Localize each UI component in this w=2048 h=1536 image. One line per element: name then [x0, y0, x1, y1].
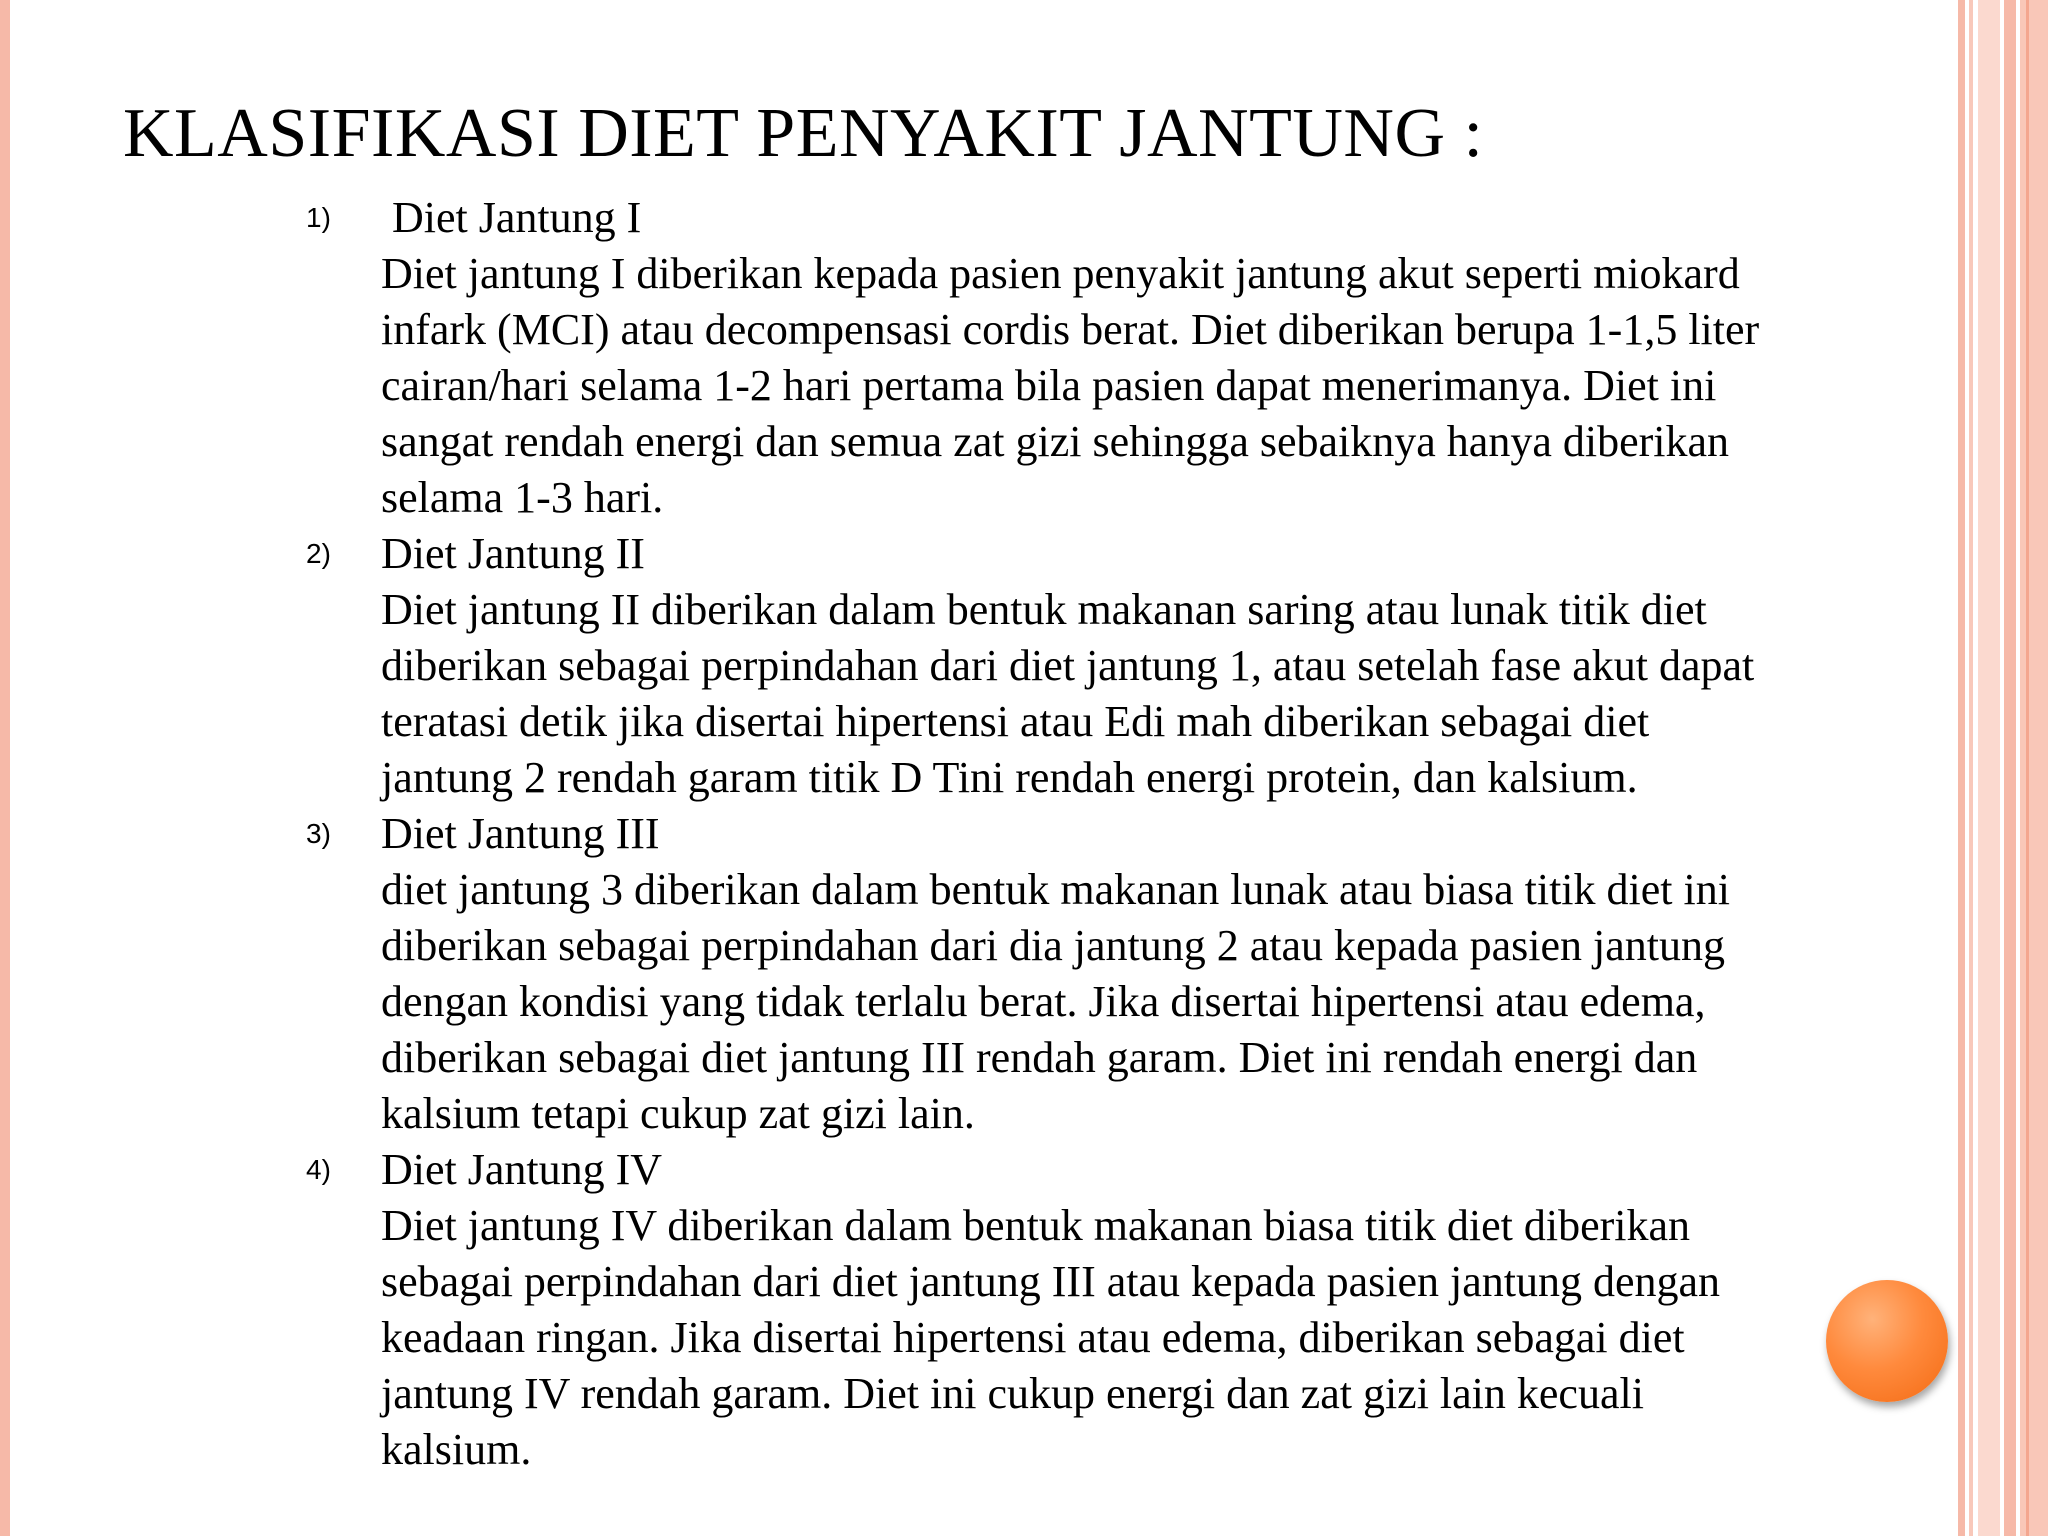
- description-line: Diet jantung IV diberikan dalam bentuk makanan biasa titik diet diberikan: [381, 1201, 1691, 1250]
- description-line: keadaan ringan. Jika disertai hipertensi atau edema, diberikan sebagai diet: [381, 1313, 1685, 1362]
- description-line: sebagai perpindahan dari diet jantung III atau kepada pasien jantung dengan: [381, 1257, 1721, 1306]
- item-heading: Diet Jantung III: [381, 809, 660, 858]
- item-number: 1): [306, 202, 331, 233]
- item-number: 2): [306, 538, 331, 569]
- description-line: sangat rendah energi dan semua zat gizi sehingga sebaiknya hanya diberikan: [381, 417, 1730, 466]
- diet-list: [0, 190, 2048, 1478]
- description-line: selama 1-3 hari.: [381, 473, 664, 522]
- description-line: Diet jantung I diberikan kepada pasien penyakit jantung akut seperti miokard: [381, 249, 1740, 298]
- description-line: dengan kondisi yang tidak terlalu berat. Jika disertai hipertensi atau edema,: [381, 977, 1706, 1026]
- item-number: 3): [306, 818, 331, 849]
- item-description: [381, 246, 2011, 526]
- item-heading: Diet Jantung IV: [381, 1145, 663, 1194]
- description-line: cairan/hari selama 1-2 hari pertama bila pasien dapat menerimanya. Diet ini: [381, 361, 1717, 410]
- item-description: [381, 582, 2011, 806]
- description-line: infark (MCI) atau decompensasi cordis berat. Diet diberikan berupa 1-1,5 liter: [381, 305, 1760, 354]
- list-item: [0, 806, 2048, 1142]
- item-description: [381, 862, 2011, 1142]
- description-line: kalsium tetapi cukup zat gizi lain.: [381, 1089, 975, 1138]
- item-number: 4): [306, 1154, 331, 1185]
- description-line: Diet jantung II diberikan dalam bentuk makanan saring atau lunak titik diet: [381, 585, 1707, 634]
- list-item: [0, 190, 2048, 526]
- item-heading: Diet Jantung II: [381, 529, 645, 578]
- description-line: teratasi detik jika disertai hipertensi atau Edi mah diberikan sebagai diet: [381, 697, 1650, 746]
- list-item: [0, 1142, 2048, 1478]
- orange-circle-decoration: [1826, 1280, 1948, 1402]
- description-line: jantung 2 rendah garam titik D Tini rendah energi protein, dan kalsium.: [381, 753, 1638, 802]
- description-line: jantung IV rendah garam. Diet ini cukup energi dan zat gizi lain kecuali: [381, 1369, 1644, 1418]
- list-item: [0, 526, 2048, 806]
- description-line: diberikan sebagai diet jantung III rendah garam. Diet ini rendah energi dan: [381, 1033, 1698, 1082]
- description-line: kalsium.: [381, 1425, 532, 1474]
- description-line: diet jantung 3 diberikan dalam bentuk makanan lunak atau biasa titik diet ini: [381, 865, 1730, 914]
- description-line: diberikan sebagai perpindahan dari dia jantung 2 atau kepada pasien jantung: [381, 921, 1725, 970]
- item-description: [381, 1198, 2011, 1478]
- slide-title: KLASIFIKASI DIET PENYAKIT JANTUNG :: [123, 95, 1484, 172]
- description-line: diberikan sebagai perpindahan dari diet jantung 1, atau setelah fase akut dapat: [381, 641, 1755, 690]
- item-heading: Diet Jantung I: [392, 193, 642, 242]
